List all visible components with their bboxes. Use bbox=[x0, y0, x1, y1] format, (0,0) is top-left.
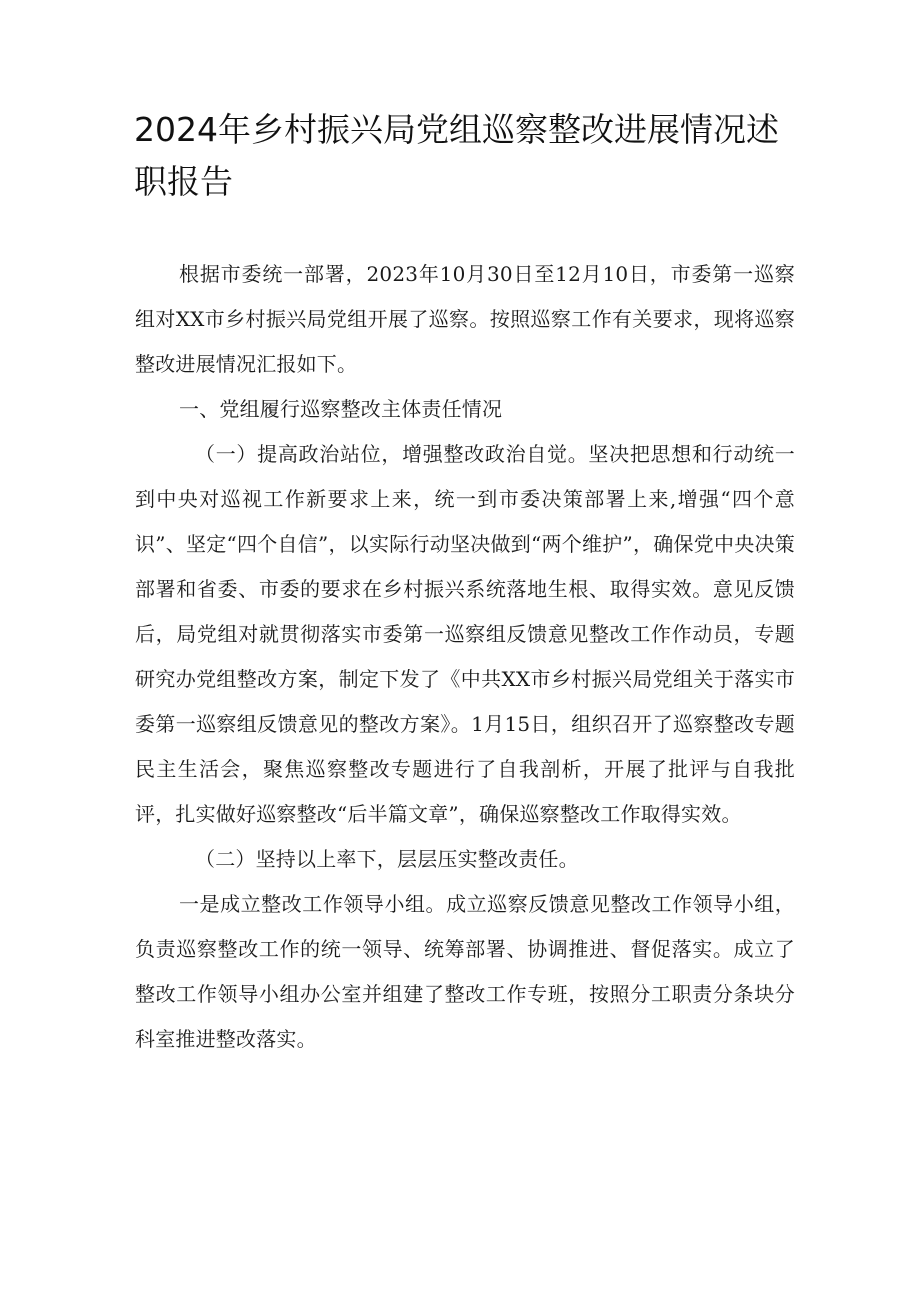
subsection-1-paragraph: （一）提高政治站位，增强整改政治自觉。坚决把思想和行动统一到中央对巡视工作新要求上来，统一到市委决策部署上来,增强“四个意识”、坚定“四个自信”，以实际行动坚决做到“两个维护”，确保党中央决策部署和省委、市委的要求在乡村振兴系统落地生根、取得实效。意见反馈后，局党组对就贯彻落实市委第一巡察组反馈意见整改工作作动员，专题研究办党组整改方案，制定下发了《中共XX市乡村振兴局党组关于落实市委第一巡察组反馈意见的整改方案》。1月15日，组织召开了巡察整改专题民主生活会，聚焦巡察整改专题进行了自我剖析，开展了批评与自我批评，扎实做好巡察整改“后半篇文章”，确保巡察整改工作取得实效。 bbox=[135, 442, 795, 826]
section-heading-1: 一、党组履行巡察整改主体责任情况 bbox=[179, 397, 503, 421]
subsection-2-heading: （二）坚持以上率下，层层压实整改责任。 bbox=[195, 847, 579, 871]
document-title: 2024年乡村振兴局党组巡察整改进展情况述职报告 bbox=[134, 110, 779, 201]
item-1-paragraph: 一是成立整改工作领导小组。成立巡察反馈意见整改工作领导小组，负责巡察整改工作的统一领导、统筹部署、协调推进、督促落实。成立了整改工作领导小组办公室并组建了整改工作专班，按照分工职责分条块分科室推进整改落实。 bbox=[135, 892, 795, 1051]
document-body bbox=[135, 252, 795, 1062]
intro-paragraph: 根据市委统一部署，2023年10月30日至12月10日，市委第一巡察组对XX市乡村振兴局党组开展了巡察。按照巡察工作有关要求，现将巡察整改进展情况汇报如下。 bbox=[135, 262, 795, 376]
